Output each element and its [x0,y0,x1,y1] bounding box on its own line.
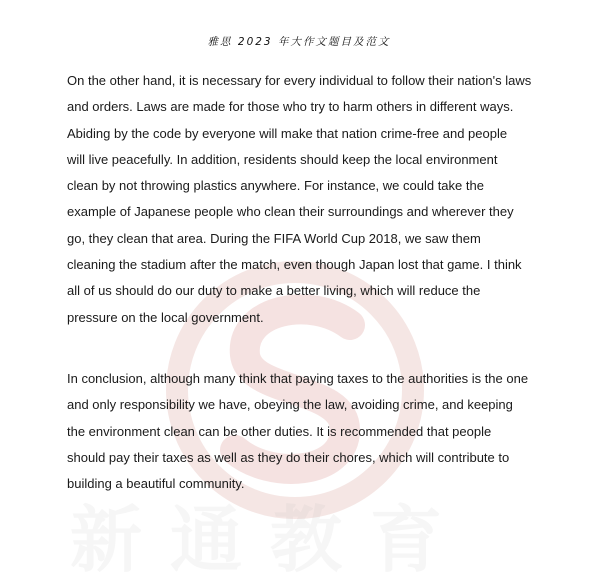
text-line: On the other hand, it is necessary for every individual to follow their nation's laws [67,73,532,88]
paragraph-body [67,68,537,331]
text-line: go, they clean that area. During the FIFA World Cup 2018, we saw them [67,230,481,246]
text-line: pressure on the local government. [67,309,264,325]
text-line: Abiding by the code by everyone will make that nation crime-free and people [67,125,508,141]
text-line: should pay their taxes as well as they do their chores, which will contribute to [67,449,510,465]
page-header-title: 雅思 2023 年大作文题目及范文 [207,36,391,48]
text-line: cleaning the stadium after the match, even though Japan lost that game. I think [67,257,522,273]
text-line: building a beautiful community. [67,476,245,492]
text-line: will live peacefully. In addition, residents should keep the local environment [67,151,498,167]
text-line: all of us should do our duty to make a better living, which will reduce the [67,283,481,299]
text-line: and only responsibility we have, obeying the law, avoiding crime, and keeping [67,397,513,413]
paragraph-conclusion [67,366,537,497]
text-line: clean by not throwing plastics anywhere. For instance, we could take the [67,178,484,194]
text-line: and orders. Laws are made for those who try to harm others in different ways. [67,99,514,115]
brand-watermark-text: 新通教育 [70,498,471,582]
text-line: In conclusion, although many think that paying taxes to the authorities is the one [67,371,529,386]
text-line: example of Japanese people who clean their surroundings and wherever they [67,204,514,220]
text-line: the environment clean can be other duties. It is recommended that people [67,423,492,439]
